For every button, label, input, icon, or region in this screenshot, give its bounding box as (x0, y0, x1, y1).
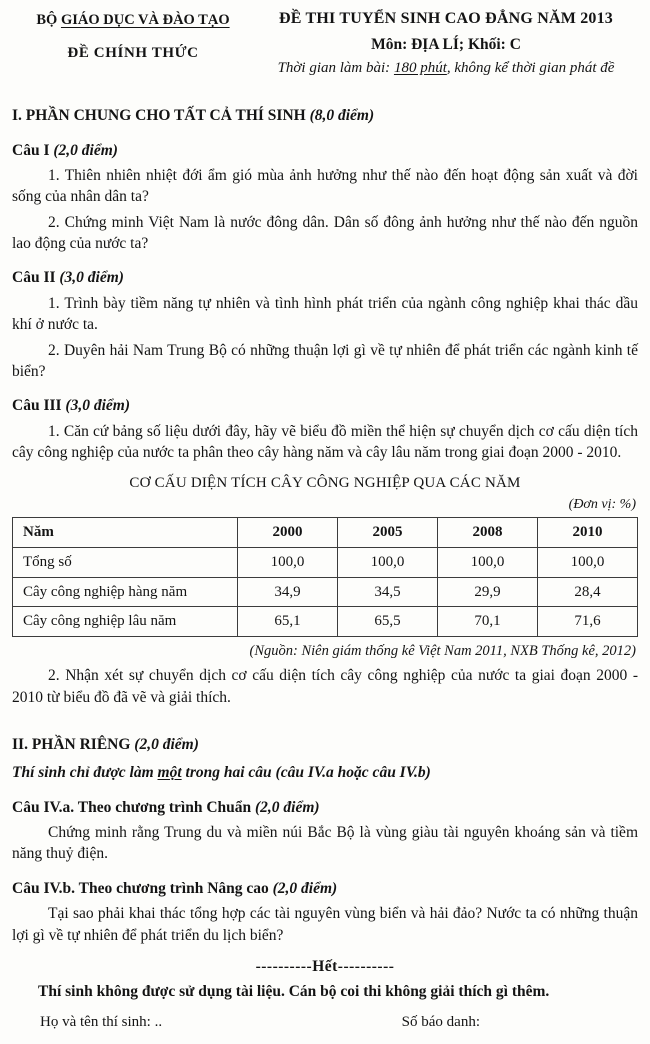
table-unit-label: (Đơn vị: %) (568, 497, 636, 513)
ministry-prefix: BỘ (36, 12, 61, 28)
table-title: CƠ CẤU DIỆN TÍCH CÂY CÔNG NGHIỆP QUA CÁC NĂM (129, 475, 521, 492)
choice-note-suffix: trong hai câu (câu IV.a hoặc câu IV.b) (181, 764, 431, 782)
question-4b-heading (12, 878, 638, 899)
cell-total-2005: 100,0 (338, 548, 438, 578)
question-3-part-2: 2. Nhận xét sự chuyển dịch cơ cấu diện tích cây công nghiệp của nước ta giai đoạn 2000 - 2010 từ biểu đồ đã vẽ và giải thích. (12, 667, 638, 706)
question-4b-label: Câu IV.b. Theo chương trình Nâng cao (12, 879, 269, 897)
question-2-label: Câu II (12, 269, 56, 287)
footer-row (12, 1012, 638, 1033)
question-2-heading (12, 267, 638, 288)
section-2-title: II. PHẦN RIÊNG (12, 735, 131, 753)
question-1-part-2: 2. Chứng minh Việt Nam là nước đông dân. Dân số đông ảnh hưởng như thế nào đến nguồn lao động của nước ta? (12, 213, 638, 253)
question-1-label: Câu I (12, 141, 50, 159)
exam-title: ĐỀ THI TUYỂN SINH CAO ĐẲNG NĂM 2013 (279, 10, 613, 27)
question-3-points: (3,0 điểm) (65, 397, 130, 415)
ministry-main: GIÁO DỤC VÀ ĐÀO TẠO (60, 12, 230, 28)
table-header-2008: 2008 (438, 518, 538, 548)
cell-perennial-2008: 70,1 (438, 607, 538, 637)
table-row-annual (13, 577, 638, 607)
document-header (12, 8, 638, 79)
question-4b-text: Tại sao phải khai thác tổng hợp các tài nguyên vùng biển và hải đảo? Nước ta có những thuận lợi gì về tự nhiên để phát triển du lịch biển? (12, 905, 638, 944)
question-4a-label: Câu IV.a. Theo chương trình Chuẩn (12, 798, 252, 816)
footer-note: Thí sinh không được sử dụng tài liệu. Cán bộ coi thi không giải thích gì thêm. (38, 983, 550, 1001)
row-label-total: Tổng số (13, 548, 238, 578)
duration-line (254, 58, 638, 79)
choice-note-emphasis: một (157, 764, 182, 782)
question-3-heading (12, 395, 638, 416)
exam-type-label: ĐỀ CHÍNH THỨC (67, 45, 199, 61)
question-4a-heading (12, 797, 638, 818)
header-right-block (254, 8, 638, 79)
choice-note (12, 762, 638, 783)
table-row-perennial (13, 607, 638, 637)
question-2-points: (3,0 điểm) (59, 269, 124, 287)
question-4a-points: (2,0 điểm) (255, 798, 320, 816)
cell-perennial-2000: 65,1 (238, 607, 338, 637)
question-1-heading (12, 140, 638, 161)
duration-value: 180 phút (393, 60, 447, 77)
duration-suffix: , không kể thời gian phát đề (446, 60, 615, 77)
cell-perennial-2010: 71,6 (538, 607, 638, 637)
cell-total-2000: 100,0 (238, 548, 338, 578)
row-label-perennial: Cây công nghiệp lâu năm (13, 607, 238, 637)
duration-prefix: Thời gian làm bài: (277, 60, 394, 77)
question-2-part-1: 1. Trình bày tiềm năng tự nhiên và tình hình phát triển của ngành công nghiệp khai thác dầu khí ở nước ta. (12, 294, 638, 334)
choice-note-prefix: Thí sinh chỉ được làm (12, 764, 158, 782)
candidate-name-label: Họ và tên thí sinh: .. (40, 1013, 163, 1030)
cell-annual-2000: 34,9 (238, 577, 338, 607)
question-1-part-1: 1. Thiên nhiên nhiệt đới ẩm gió mùa ảnh hưởng như thế nào đến hoạt động sản xuất và đời sống của nhân dân ta? (12, 166, 638, 206)
table-row-total (13, 548, 638, 578)
section-2-points: (2,0 điểm) (134, 735, 199, 753)
question-4a-text: Chứng minh rằng Trung du và miền núi Bắc Bộ là vùng giàu tài nguyên khoáng sản và tiềm năng thuỷ điện. (12, 824, 638, 863)
cell-annual-2005: 34,5 (338, 577, 438, 607)
candidate-id-label: Số báo danh: (401, 1013, 480, 1030)
question-3-part-1: 1. Căn cứ bảng số liệu dưới đây, hãy vẽ biểu đồ miền thể hiện sự chuyển dịch cơ cấu diện tích cây công nghiệp của nước ta phân theo cây hàng năm và cây lâu năm trong giai đoạn 2000 - 2010. (12, 422, 638, 462)
cell-annual-2008: 29,9 (438, 577, 538, 607)
cell-annual-2010: 28,4 (538, 577, 638, 607)
table-header-2005: 2005 (338, 518, 438, 548)
cell-total-2008: 100,0 (438, 548, 538, 578)
header-left-block (12, 8, 254, 64)
section-1-heading (12, 105, 638, 126)
ministry-name (12, 10, 254, 30)
cell-total-2010: 100,0 (538, 548, 638, 578)
section-1-points: (8,0 điểm) (309, 107, 375, 125)
question-2-part-2: 2. Duyên hải Nam Trung Bộ có những thuận lợi gì về tự nhiên để phát triển các ngành kinh tế biển? (12, 341, 638, 380)
cell-perennial-2005: 65,5 (338, 607, 438, 637)
section-1-title: I. PHẦN CHUNG CHO TẤT CẢ THÍ SINH (12, 107, 306, 125)
table-header-2010: 2010 (538, 518, 638, 548)
question-4b-points: (2,0 điểm) (272, 879, 338, 897)
end-separator: ----------Hết---------- (255, 957, 395, 975)
table-header-year: Năm (13, 518, 238, 548)
question-1-points: (2,0 điểm) (53, 141, 118, 159)
table-source: (Nguồn: Niên giám thống kê Việt Nam 2011, NXB Thống kê, 2012) (249, 643, 636, 660)
table-header-2000: 2000 (238, 518, 338, 548)
subject-line: Môn: ĐỊA LÍ; Khối: C (371, 36, 521, 54)
question-3-label: Câu III (12, 397, 62, 415)
data-table (12, 517, 638, 637)
table-header-row (13, 518, 638, 548)
row-label-annual: Cây công nghiệp hàng năm (13, 577, 238, 607)
section-2-heading (12, 734, 638, 755)
